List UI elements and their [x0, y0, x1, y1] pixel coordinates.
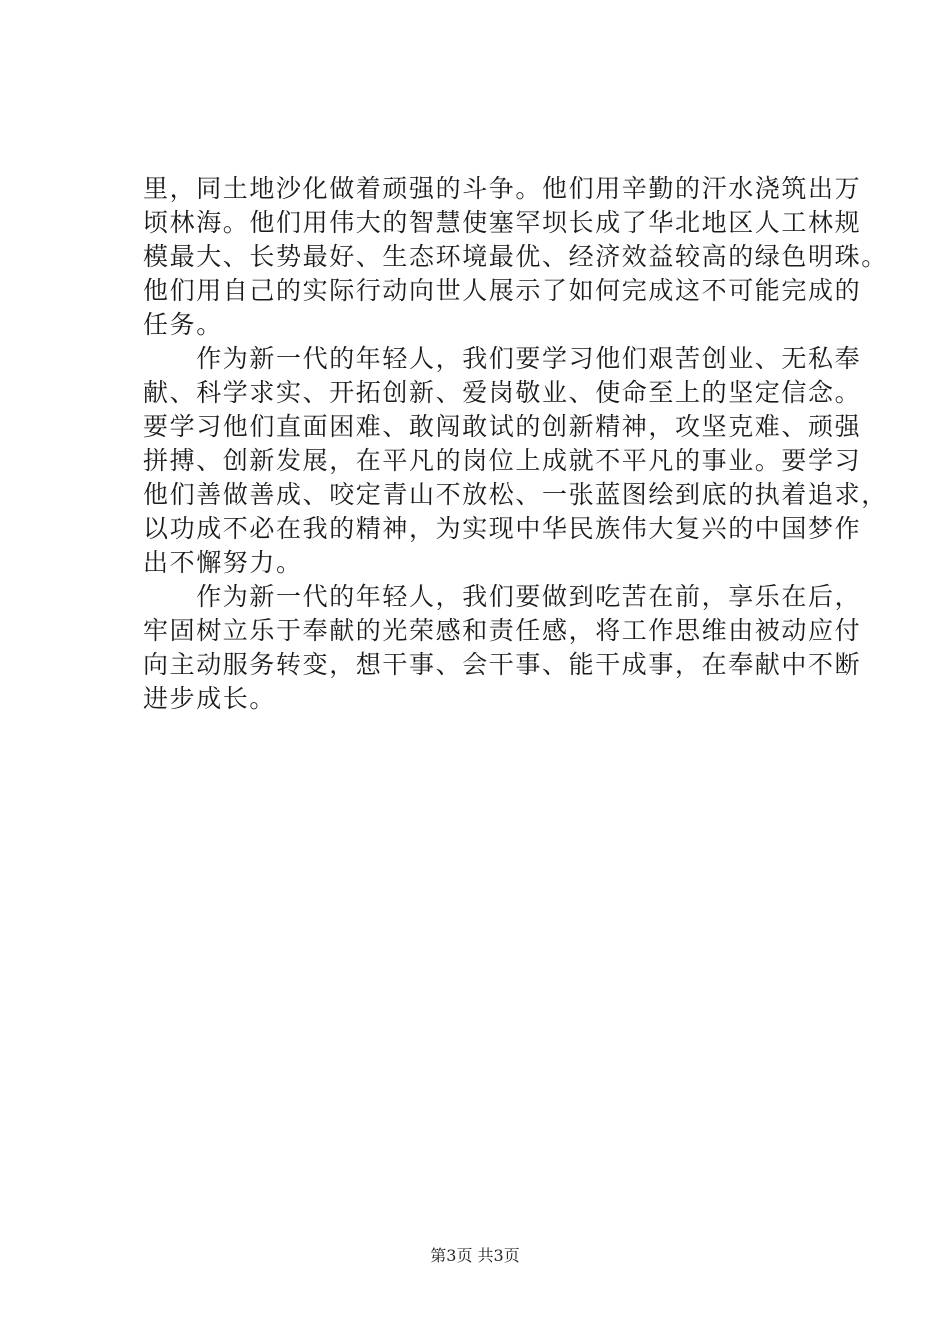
text-line: 任务。 [143, 310, 223, 339]
body-text [143, 172, 888, 716]
text-line: 顷林海。他们用伟大的智慧使塞罕坝长成了华北地区人工林规 [143, 208, 862, 237]
text-line: 作为新一代的年轻人，我们要学习他们艰苦创业、无私奉 [143, 344, 862, 373]
text-line: 献、科学求实、开拓创新、爱岗敬业、使命至上的坚定信念。 [143, 378, 862, 407]
text-line: 他们用自己的实际行动向世人展示了如何完成这不可能完成的 [143, 276, 862, 305]
text-line: 模最大、长势最好、生态环境最优、经济效益较高的绿色明珠。 [143, 242, 888, 271]
text-line: 以功成不必在我的精神，为实现中华民族伟大复兴的中国梦作 [143, 514, 862, 543]
text-line: 牢固树立乐于奉献的光荣感和责任感，将工作思维由被动应付 [143, 616, 862, 645]
text-line: 里，同土地沙化做着顽强的斗争。他们用辛勤的汗水浇筑出万 [143, 174, 862, 203]
text-line: 进步成长。 [143, 684, 277, 713]
text-line: 向主动服务转变，想干事、会干事、能干成事，在奉献中不断 [143, 650, 862, 679]
text-line: 作为新一代的年轻人，我们要做到吃苦在前，享乐在后， [143, 582, 862, 611]
page-footer: 第3页 共3页 [430, 1246, 520, 1265]
text-line: 要学习他们直面困难、敢闯敢试的创新精神，攻坚克难、顽强 [143, 412, 862, 441]
text-line: 拼搏、创新发展，在平凡的岗位上成就不平凡的事业。要学习 [143, 446, 862, 475]
text-line: 出不懈努力。 [143, 548, 303, 577]
text-line: 他们善做善成、咬定青山不放松、一张蓝图绘到底的执着追求， [143, 480, 888, 509]
